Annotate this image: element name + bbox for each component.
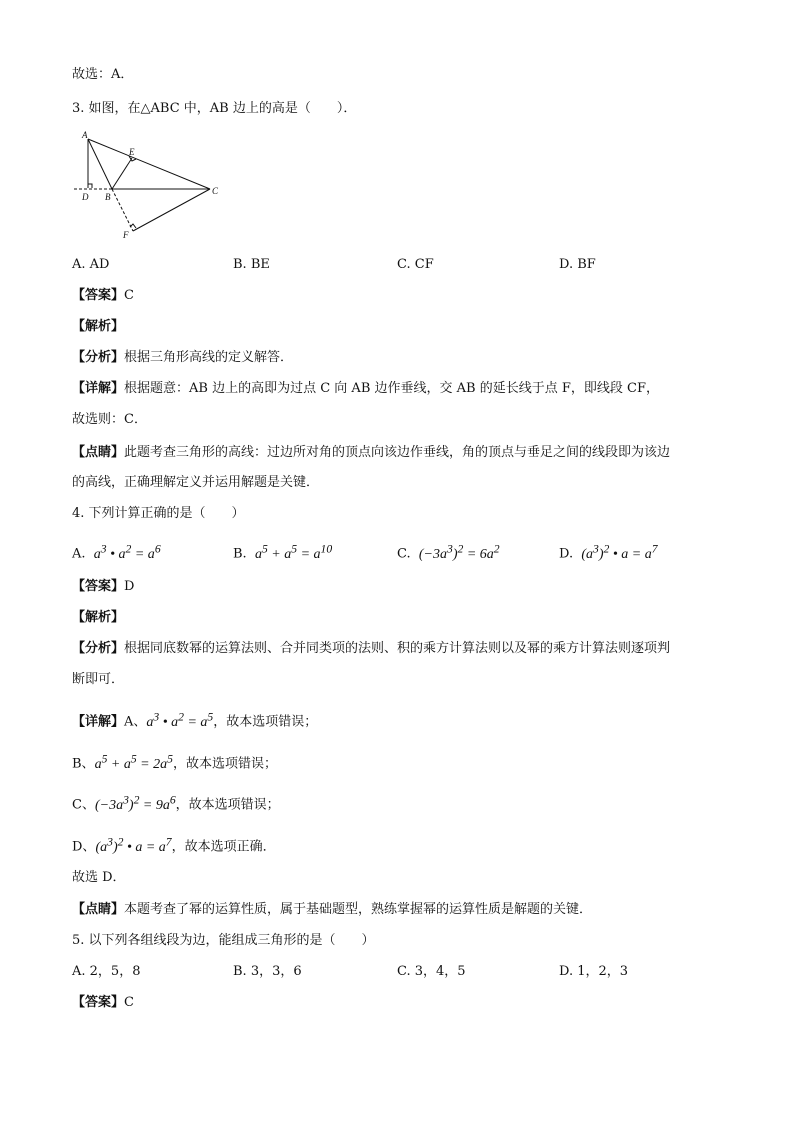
- label-B: B: [105, 192, 111, 202]
- q3-option-c: C. CF: [397, 257, 434, 272]
- option-letter: A.: [72, 546, 86, 562]
- q3-comment: [72, 444, 670, 462]
- answer-value: D: [124, 579, 135, 594]
- q3-option-a: A. AD: [72, 257, 110, 272]
- label-D: D: [82, 192, 89, 202]
- comment-text: 本题考查了幂的运算性质，属于基础题型，熟练掌握幂的运算性质是解题的关键．: [124, 902, 593, 917]
- label-E: E: [129, 147, 135, 157]
- q3-analysis-tag: 【解析】: [72, 319, 125, 334]
- label-F: F: [123, 230, 129, 240]
- option-letter: D.: [559, 546, 574, 562]
- q4-option-d: D. $(a^3)^2$ • $a = a^7$: [559, 542, 658, 562]
- answer-value: C: [124, 995, 134, 1010]
- verdict: ，故本选项错误；: [172, 756, 277, 772]
- verdict: ，故本选项错误；: [175, 797, 280, 813]
- conclusion-line: 故选：A．: [72, 67, 134, 82]
- q3-option-b: B. BE: [233, 257, 270, 272]
- q3-analysis: [72, 349, 293, 367]
- q4-answer: [72, 578, 134, 596]
- q3-stem: 3. 如图，在△ABC 中，AB 边上的高是（ ）．: [72, 101, 357, 116]
- answer-tag: 【答案】: [72, 579, 125, 594]
- comment-tag: 【点睛】: [72, 902, 125, 917]
- q3-answer: [72, 287, 134, 305]
- verdict: ，故本选项错误；: [213, 714, 318, 730]
- analysis-text: 根据三角形高线的定义解答．: [124, 350, 294, 365]
- q4-stem: 4. 下列计算正确的是（ ）: [72, 506, 245, 521]
- q4-select: 故选 D．: [72, 870, 126, 885]
- item-letter: D、: [72, 839, 96, 855]
- q5-option-a: A. 2，5，8: [72, 964, 141, 979]
- item-letter: C、: [72, 797, 95, 813]
- triangle-figure: [72, 128, 232, 243]
- item-letter: B、: [72, 756, 95, 772]
- q4-detail-d: D、$(a^3)^2$ • $a = a^7$，故本选项正确．: [72, 835, 276, 855]
- q3-detail-2: 故选则：C．: [72, 412, 147, 427]
- q5-answer: [72, 994, 134, 1012]
- detail-text: 根据题意：AB 边上的高即为过点 C 向 AB 边作垂线，交 AB 的延长线于点 F，即线段 CF，: [124, 381, 659, 396]
- answer-tag: 【答案】: [72, 288, 125, 303]
- comment-text: 此题考查三角形的高线：过边所对角的顶点向该边作垂线，角的顶点与垂足之间的线段即为该边: [124, 445, 671, 460]
- detail-tag: 【详解】: [72, 381, 125, 396]
- comment-tag: 【点睛】: [72, 445, 125, 460]
- label-C: C: [212, 186, 219, 196]
- item-letter: A、: [124, 714, 147, 730]
- option-letter: C.: [397, 546, 411, 562]
- q4-option-b: B. $a^5 + a^5 = a^{10}$: [233, 542, 333, 562]
- option-letter: B.: [233, 546, 247, 562]
- q3-detail: [72, 380, 659, 398]
- analysis-tag: 【分析】: [72, 641, 125, 656]
- q4-option-c: C. $(-3a^3)^2 = 6a^2$: [397, 542, 500, 562]
- analysis-tag: 【分析】: [72, 350, 125, 365]
- q4-detail-a: 【详解】A、$a^3$ • $a^2 = a^5$，故本选项错误；: [72, 710, 318, 730]
- answer-value: C: [124, 288, 134, 303]
- verdict: ，故本选项正确．: [171, 839, 276, 855]
- answer-tag: 【答案】: [72, 995, 125, 1010]
- q3-comment-2: 的高线，正确理解定义并运用解题是关键．: [72, 475, 320, 490]
- label-A: A: [82, 130, 88, 140]
- detail-tag: 【详解】: [72, 714, 125, 730]
- q3-option-d: D. BF: [559, 257, 596, 272]
- q4-detail-b: B、$a^5 + a^5 = 2a^5$，故本选项错误；: [72, 752, 277, 772]
- analysis-text: 根据同底数幂的运算法则、合并同类项的法则、积的乘方计算法则以及幂的乘方计算法则逐项判: [124, 641, 671, 656]
- q5-option-d: D. 1，2，3: [559, 964, 629, 979]
- q4-analysis: [72, 640, 670, 658]
- q4-analysis-tag: 【解析】: [72, 610, 125, 625]
- q5-stem: 5. 以下列各组线段为边，能组成三角形的是（ ）: [72, 933, 375, 948]
- q4-analysis-2: 断即可．: [72, 672, 125, 687]
- q5-option-c: C. 3，4，5: [397, 964, 466, 979]
- q4-comment: [72, 901, 592, 919]
- q5-option-b: B. 3，3，6: [233, 964, 302, 979]
- q4-option-a: A. $a^3$ • $a^2 = a^6$: [72, 542, 161, 562]
- q4-detail-c: C、$(-3a^3)^2 = 9a^6$，故本选项错误；: [72, 793, 280, 813]
